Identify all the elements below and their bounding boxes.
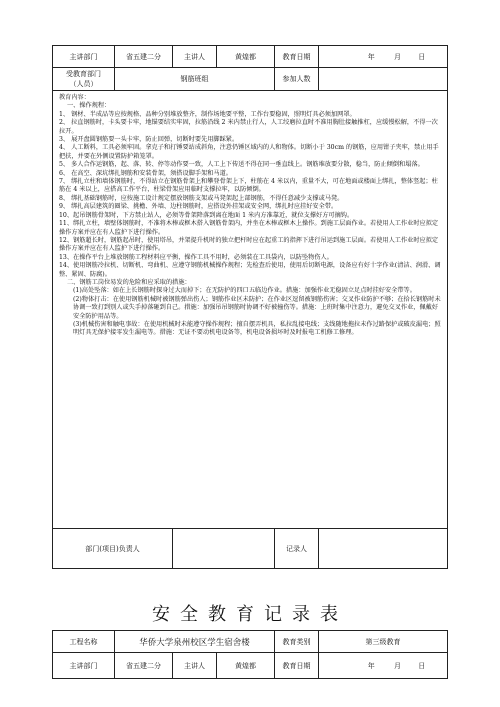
hazard-item: (1)高处坠落：如在上长钢筋时探身过大而掉下；在无防护的四口五临边作业。措施：加强作业无稳固立足点时挂好安全带等。 (73, 287, 416, 295)
lecturer-label: 主讲人 (173, 46, 217, 68)
rule-item: 12、钢筋超长时，钢筋起吊时，使用塔吊，并架提升机时的独立把杆时应在起重工的指挥下进行吊运到施工层面。若使用人工作业时应拟定操作方案并应在有人监护下进行操作。 (59, 236, 439, 253)
dept-label: 主讲部门 (53, 653, 115, 679)
educated-label (53, 68, 115, 91)
date-value (319, 653, 448, 679)
lecturer-value: 黄煌都 (217, 653, 275, 679)
row-lecture-info (53, 46, 448, 68)
date-value (319, 46, 448, 68)
record-table-2 (52, 630, 448, 679)
education-content (53, 91, 448, 529)
row-signatures (53, 529, 448, 569)
rule-item: 3、 展开盘圆钢筋要一头卡牢，防止回弹，切断时要先用脚踩紧。 (59, 136, 239, 144)
row-educated-info (53, 68, 448, 91)
educated-label-line1: 受教育部门 (66, 70, 101, 78)
educated-label-line2: （人员） (69, 80, 98, 88)
section-hazards: 二、钢筋工岗位易发的危险和应采取的措施： (67, 278, 191, 286)
row-project-info (53, 631, 448, 653)
rule-item: 4、 人工断料，工具必须牢固。拿克子和打锤要站成斜角，注意仍锤区域内的人和物体。切断小于 30cm 的钢筋，应用钳子夹牢，禁止用手把扶，并要在外侧设置防护箱笼罩。 (59, 144, 439, 160)
day-label: 日 (418, 661, 426, 670)
date-label: 教育日期 (275, 653, 319, 679)
record-table-1 (52, 45, 448, 569)
type-value: 第三级教育 (319, 631, 448, 653)
recorder-label: 记录人 (275, 529, 319, 569)
month-label: 月 (394, 52, 401, 61)
lecturer-label: 主讲人 (173, 653, 217, 679)
rule-item: 5、 多人合作运钢筋，起、落、转、停等动作要一致，人工上下传送不得在同一垂直线上。钢筋堆放要分散，稳当，防止倾倒和塌落。 (59, 161, 424, 169)
rule-item: 6、 在高空、深坑绑扎钢筋和安装骨架，须搭设脚手架和马道。 (59, 169, 232, 177)
year-label: 年 (367, 52, 375, 61)
rule-item: 10、起吊钢筋骨架时，下方禁止站人，必须等骨架降落到离在地面 1 米内方准靠近，就位支撑好方可摘钩。 (59, 211, 354, 219)
hazard-item: (3)机械伤害和触电事故：在使用机械时未能遵守操作规程；擅自摆弄机具，私拉乱接电线；支线随地拖拉未作过路保护或破皮漏电；照明灯具无保护接零发生漏电等。措施：无证不要动机电设备等，机电设备损坏时及时报电工机修工修理。 (73, 320, 441, 337)
page-title: 安全教育记录表 (152, 604, 348, 625)
safety-record-sheet-2 (52, 630, 447, 679)
lecturer-value: 黄煌都 (217, 46, 275, 68)
date-label: 教育日期 (275, 46, 319, 68)
educated-value: 钢筋班组 (115, 68, 275, 91)
safety-record-sheet-1 (52, 45, 447, 569)
dept-label: 主讲部门 (53, 46, 115, 68)
rule-item: 13、在操作平台上堆放钢筋工程材料应平衡，操作工具不用时，必须装在工具袋内，以防坠物伤人。 (59, 253, 333, 261)
rule-item: 11、绑扎立柱，墙壁体钢筋时，不准将木棒或框木搭入钢筋骨架内，并坐在木棒或框木上操作。到施工层面作业。若使用人工作业时应拟定操作方案并应在有人监护下进行操作。 (59, 220, 439, 236)
type-label: 教育类别 (275, 631, 319, 653)
row-content (53, 91, 448, 529)
content-heading: 教育内容： (59, 94, 90, 101)
hazard-item: (2)物体打击：在使用钢筋机械时被钢筋弹出伤人；钢筋作业区未防护；在作业区逗留被钢筋伤害；交叉作业防护不够；在拾长钢筋时未协调一致打到别人或失手掉落砸到自己。措施：加强吊吊钢筋时协调不好被撞伤等。措施：上班时集中注意力，避免交叉作业，佩戴好安全防护用品等。 (73, 295, 441, 320)
row-lecture-info-2 (53, 653, 448, 679)
leader-label: 部门(项目)负责人 (53, 529, 173, 569)
project-value: 华侨大学泉州校区学生宿舍楼 (115, 631, 275, 653)
day-label: 日 (418, 52, 426, 61)
dept-value: 省五建二分 (115, 653, 173, 679)
project-label: 工程名称 (53, 631, 115, 653)
section-operating-rules: 一、操作规程： (67, 102, 111, 110)
rule-item: 7、 绑扎立柱和墙体钢筋时，不得站立在钢筋骨架上和攀登骨架上下，柱筋在 4 米以内，重量不大，可在地面或楼面上绑扎，整体竖起；柱筋在 4 米以上，应搭高工作平台，柱梁骨架应用临时支撑拉牢，以防倾倒。 (59, 178, 438, 194)
rule-item: 9、 绑扎高层建筑的圈梁、挑檐、外墙、边柱钢筋时，应搭设外挂架或安全网，绑扎时应挂好安全带。 (59, 203, 338, 211)
dept-value: 省五建二分 (115, 46, 173, 68)
recorder-value (319, 529, 448, 569)
rule-item: 8、 绑扎基础钢筋时，应按施工设计规定摆放钢筋支架或马凳架起上部钢筋，不得任意减少支撑或马凳。 (59, 194, 344, 202)
year-label: 年 (367, 661, 375, 670)
rule-item: 14、使用钢筋冷拉机、切断机、弯曲机、应遵守钢筋机械操作规程；先检查后使用，使用后切断电源，设备应有好十字作业(清洁、润滑、调整、紧固、防腐)。 (59, 262, 441, 278)
month-label: 月 (394, 661, 401, 670)
rule-item: 1、 钢材、半成品等应按规格、品种分别堆放整齐，制作场地要平整，工作台要稳固，照明灯具必须加网罩。 (59, 110, 356, 118)
count-label: 参加人数 (275, 68, 319, 91)
leader-value (173, 529, 275, 569)
rule-item: 2、 拉直钢筋时，卡头要卡牢，地锚要结实牢固，拉筋沿线 2 米内禁止行人，人工绞磨拉直时不准用胸肚接触推杠，应缓慢松解，不得一次拉开。 (59, 119, 438, 135)
count-value (319, 68, 448, 91)
